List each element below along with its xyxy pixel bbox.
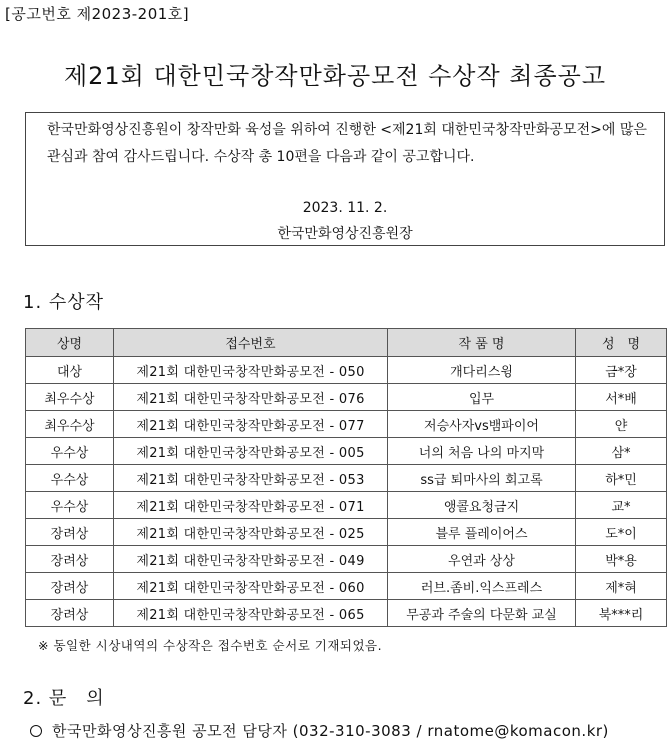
intro-box [25, 112, 665, 246]
author-name-cell: 박*용 [576, 546, 667, 573]
work-title-cell: 우연과 상상 [388, 546, 576, 573]
work-title-cell: 앵콜요청금지 [388, 492, 576, 519]
author-name-cell: 얀 [576, 411, 667, 438]
work-title-cell: 블루 플레이어스 [388, 519, 576, 546]
award-cell: 장려상 [26, 546, 114, 573]
author-name-cell: 도*이 [576, 519, 667, 546]
entry-number-cell: 제21회 대한민국창작만화공모전 - 049 [114, 546, 388, 573]
award-cell: 우수상 [26, 438, 114, 465]
work-title-cell: 러브.좀비.익스프레스 [388, 573, 576, 600]
awards-table-body [26, 357, 667, 627]
entry-number-cell: 제21회 대한민국창작만화공모전 - 065 [114, 600, 388, 627]
author-name-cell: 하*민 [576, 465, 667, 492]
table-row [26, 411, 667, 438]
header-name: 성 명 [576, 329, 667, 357]
author-name-cell: 교* [576, 492, 667, 519]
entry-number-cell: 제21회 대한민국창작만화공모전 - 005 [114, 438, 388, 465]
table-row [26, 438, 667, 465]
table-row [26, 519, 667, 546]
author-name-cell: 금*장 [576, 357, 667, 384]
awards-table [25, 328, 667, 627]
issuing-organization: 한국만화영상진흥원장 [277, 226, 413, 242]
table-row [26, 492, 667, 519]
table-row [26, 465, 667, 492]
entry-number-cell: 제21회 대한민국창작만화공모전 - 071 [114, 492, 388, 519]
table-row [26, 357, 667, 384]
header-work-title: 작 품 명 [388, 329, 576, 357]
table-row [26, 384, 667, 411]
work-title-cell: 저승사자vs뱀파이어 [388, 411, 576, 438]
intro-paragraph: 한국만화영상진흥원이 창작만화 육성을 위하여 진행한 <제21회 대한민국창작만화공모전>에 많은 관심과 참여 감사드립니다. 수상작 총 10편을 다음과 같이 공고합니다. [47, 122, 647, 165]
award-cell: 장려상 [26, 600, 114, 627]
table-row [26, 546, 667, 573]
entry-number-cell: 제21회 대한민국창작만화공모전 - 060 [114, 573, 388, 600]
award-cell: 대상 [26, 357, 114, 384]
author-name-cell: 삼* [576, 438, 667, 465]
work-title-cell: ss급 퇴마사의 회고록 [388, 465, 576, 492]
notice-number: [공고번호 제2023-201호] [5, 5, 190, 23]
work-title-cell: 무공과 주술의 다문화 교실 [388, 600, 576, 627]
work-title-cell: 입무 [388, 384, 576, 411]
entry-number-cell: 제21회 대한민국창작만화공모전 - 053 [114, 465, 388, 492]
table-header-row [26, 329, 667, 357]
notice-date: 2023. 11. 2. [302, 200, 388, 216]
entry-number-cell: 제21회 대한민국창작만화공모전 - 050 [114, 357, 388, 384]
award-cell: 우수상 [26, 492, 114, 519]
award-cell: 장려상 [26, 573, 114, 600]
award-cell: 장려상 [26, 519, 114, 546]
circle-bullet-icon [30, 725, 42, 737]
header-entry-number: 접수번호 [114, 329, 388, 357]
contact-text: 한국만화영상진흥원 공모전 담당자 (032-310-3083 / rnatome@komacon.kr) [52, 722, 609, 740]
section-heading-inquiry: 2. 문 의 [23, 688, 105, 709]
award-cell: 최우수상 [26, 411, 114, 438]
award-cell: 최우수상 [26, 384, 114, 411]
author-name-cell: 서*배 [576, 384, 667, 411]
work-title-cell: 너의 처음 나의 마지막 [388, 438, 576, 465]
work-title-cell: 개다리스윙 [388, 357, 576, 384]
page-title: 제21회 대한민국창작만화공모전 수상작 최종공고 [63, 62, 607, 90]
section-heading-awards: 1. 수상작 [23, 292, 105, 313]
table-note: ※ 동일한 시상내역의 수상작은 접수번호 순서로 기재되었음. [38, 638, 383, 653]
table-row [26, 573, 667, 600]
entry-number-cell: 제21회 대한민국창작만화공모전 - 076 [114, 384, 388, 411]
contact-line [30, 720, 609, 741]
entry-number-cell: 제21회 대한민국창작만화공모전 - 077 [114, 411, 388, 438]
header-award: 상명 [26, 329, 114, 357]
table-row [26, 600, 667, 627]
entry-number-cell: 제21회 대한민국창작만화공모전 - 025 [114, 519, 388, 546]
award-cell: 우수상 [26, 465, 114, 492]
author-name-cell: 제*혀 [576, 573, 667, 600]
author-name-cell: 북***리 [576, 600, 667, 627]
